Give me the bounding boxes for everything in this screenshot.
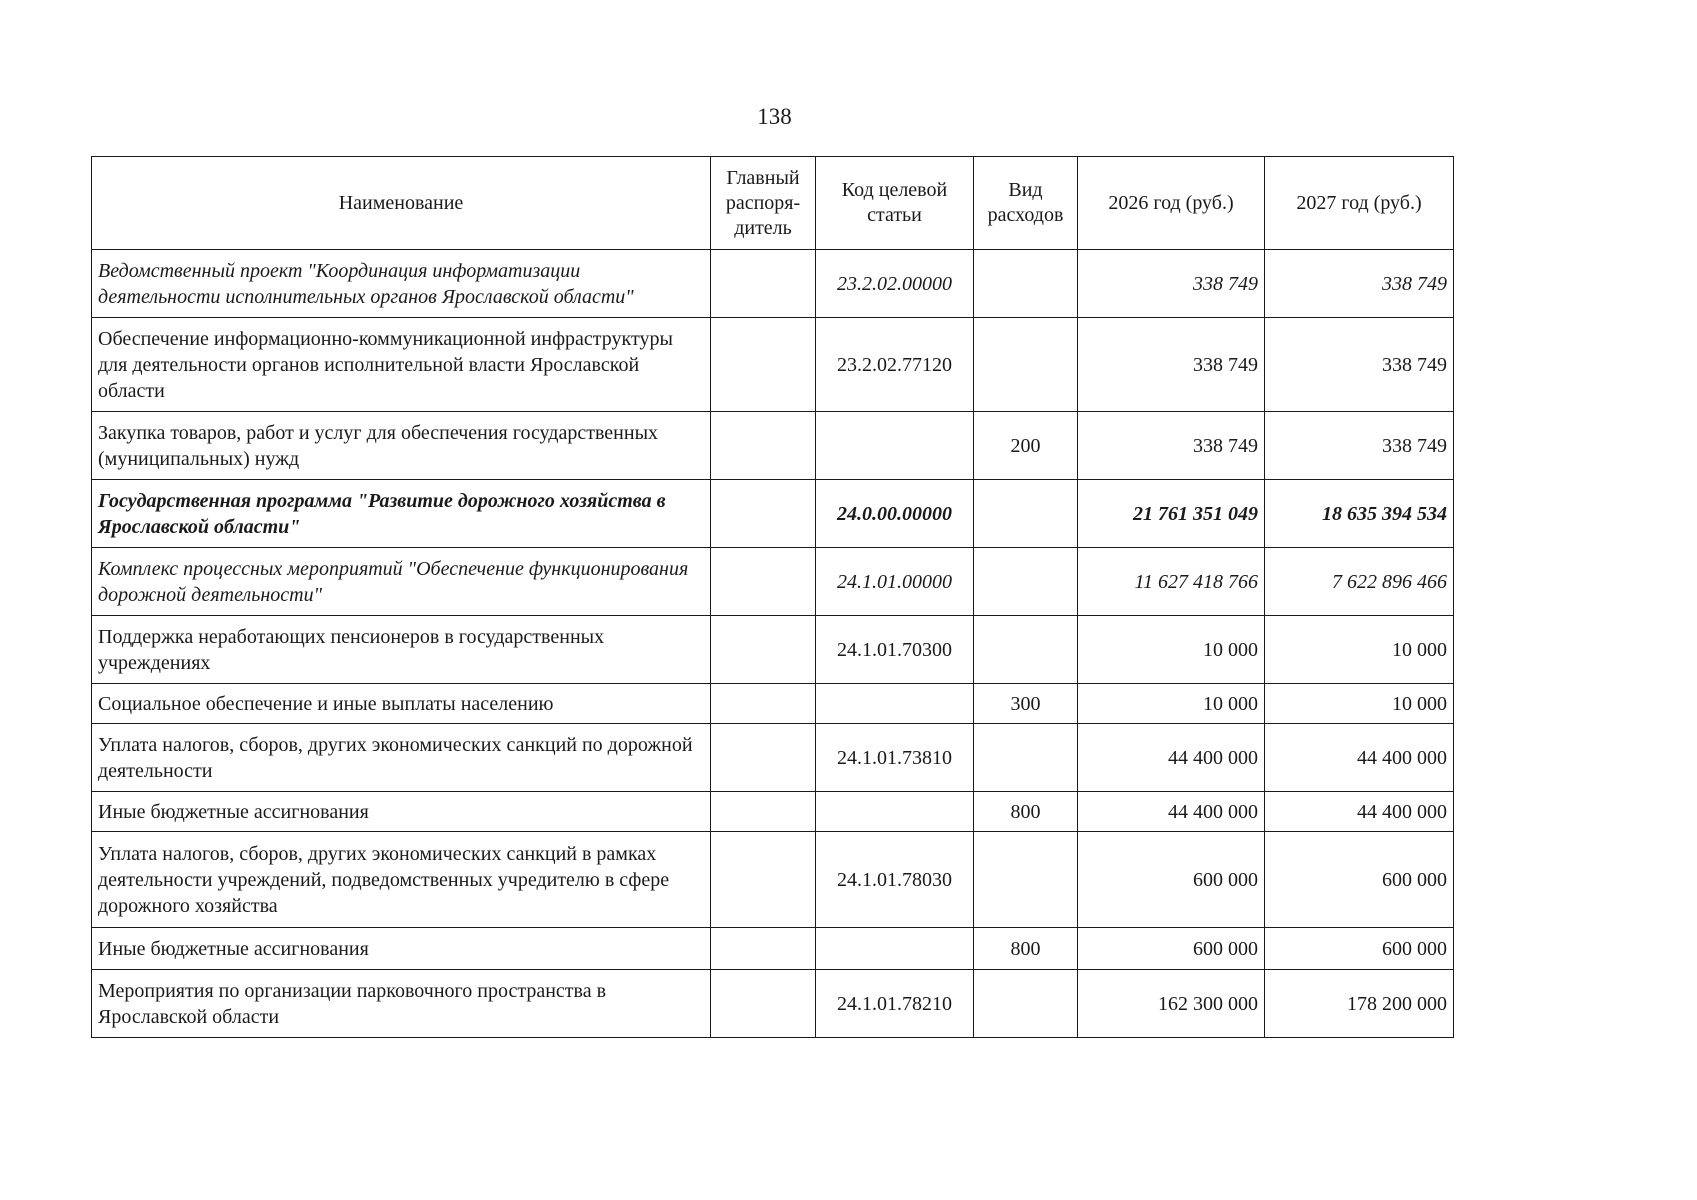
row-manager-cell bbox=[711, 832, 816, 928]
row-2027-cell: 600 000 bbox=[1265, 832, 1454, 928]
table-header-row bbox=[92, 157, 1454, 250]
row-2026-cell: 600 000 bbox=[1078, 928, 1265, 970]
row-code-cell: 24.0.00.00000 bbox=[816, 480, 974, 548]
row-code-cell bbox=[816, 684, 974, 724]
row-2026-cell: 338 749 bbox=[1078, 412, 1265, 480]
row-manager-cell bbox=[711, 250, 816, 318]
row-name-cell: Поддержка неработающих пенсионеров в государственных учреждениях bbox=[92, 616, 711, 684]
row-code-cell: 23.2.02.00000 bbox=[816, 250, 974, 318]
row-2026-cell: 338 749 bbox=[1078, 318, 1265, 412]
row-kind-cell bbox=[974, 480, 1078, 548]
row-kind-cell bbox=[974, 250, 1078, 318]
table-row bbox=[92, 684, 1454, 724]
row-kind-cell bbox=[974, 318, 1078, 412]
row-code-cell bbox=[816, 792, 974, 832]
row-2026-cell: 338 749 bbox=[1078, 250, 1265, 318]
table-row bbox=[92, 724, 1454, 792]
row-name-cell: Уплата налогов, сборов, других экономических санкций по дорожной деятельности bbox=[92, 724, 711, 792]
row-name-cell: Социальное обеспечение и иные выплаты населению bbox=[92, 684, 711, 724]
table-row bbox=[92, 616, 1454, 684]
table-row bbox=[92, 548, 1454, 616]
row-kind-cell bbox=[974, 548, 1078, 616]
row-code-cell: 24.1.01.70300 bbox=[816, 616, 974, 684]
header-year-2026: 2026 год (руб.) bbox=[1078, 157, 1265, 250]
row-2027-cell: 600 000 bbox=[1265, 928, 1454, 970]
header-year-2027: 2027 год (руб.) bbox=[1265, 157, 1454, 250]
row-kind-cell bbox=[974, 616, 1078, 684]
table-row bbox=[92, 832, 1454, 928]
row-kind-cell bbox=[974, 832, 1078, 928]
row-manager-cell bbox=[711, 724, 816, 792]
row-2027-cell: 44 400 000 bbox=[1265, 792, 1454, 832]
budget-table bbox=[91, 156, 1454, 1038]
row-2026-cell: 44 400 000 bbox=[1078, 724, 1265, 792]
row-name-cell: Иные бюджетные ассигнования bbox=[92, 928, 711, 970]
row-2026-cell: 10 000 bbox=[1078, 684, 1265, 724]
row-name-cell: Ведомственный проект "Координация информатизации деятельности исполнительных органов Ярославской области" bbox=[92, 250, 711, 318]
row-2027-cell: 10 000 bbox=[1265, 616, 1454, 684]
row-kind-cell: 200 bbox=[974, 412, 1078, 480]
table-row bbox=[92, 970, 1454, 1038]
row-2027-cell: 7 622 896 466 bbox=[1265, 548, 1454, 616]
row-name-cell: Иные бюджетные ассигнования bbox=[92, 792, 711, 832]
table-row bbox=[92, 480, 1454, 548]
table-row bbox=[92, 250, 1454, 318]
table-row bbox=[92, 792, 1454, 832]
row-code-cell: 24.1.01.73810 bbox=[816, 724, 974, 792]
row-code-cell: 24.1.01.00000 bbox=[816, 548, 974, 616]
row-manager-cell bbox=[711, 928, 816, 970]
row-2026-cell: 11 627 418 766 bbox=[1078, 548, 1265, 616]
row-2027-cell: 178 200 000 bbox=[1265, 970, 1454, 1038]
row-kind-cell: 800 bbox=[974, 928, 1078, 970]
row-2027-cell: 10 000 bbox=[1265, 684, 1454, 724]
table-row bbox=[92, 928, 1454, 970]
row-name-cell: Государственная программа "Развитие дорожного хозяйства в Ярославской области" bbox=[92, 480, 711, 548]
row-manager-cell bbox=[711, 412, 816, 480]
row-manager-cell bbox=[711, 616, 816, 684]
row-2026-cell: 162 300 000 bbox=[1078, 970, 1265, 1038]
row-2026-cell: 10 000 bbox=[1078, 616, 1265, 684]
row-manager-cell bbox=[711, 318, 816, 412]
row-manager-cell bbox=[711, 684, 816, 724]
row-kind-cell bbox=[974, 970, 1078, 1038]
row-2027-cell: 338 749 bbox=[1265, 318, 1454, 412]
row-2026-cell: 44 400 000 bbox=[1078, 792, 1265, 832]
row-code-cell bbox=[816, 412, 974, 480]
table-row bbox=[92, 318, 1454, 412]
row-code-cell: 24.1.01.78210 bbox=[816, 970, 974, 1038]
row-2026-cell: 21 761 351 049 bbox=[1078, 480, 1265, 548]
table-row bbox=[92, 412, 1454, 480]
header-code: Код целевой статьи bbox=[816, 157, 974, 250]
row-name-cell: Комплекс процессных мероприятий "Обеспечение функционирования дорожной деятельности" bbox=[92, 548, 711, 616]
row-2026-cell: 600 000 bbox=[1078, 832, 1265, 928]
row-2027-cell: 18 635 394 534 bbox=[1265, 480, 1454, 548]
row-manager-cell bbox=[711, 480, 816, 548]
row-kind-cell bbox=[974, 724, 1078, 792]
row-2027-cell: 44 400 000 bbox=[1265, 724, 1454, 792]
header-name: Наименование bbox=[92, 157, 711, 250]
row-name-cell: Обеспечение информационно-коммуникационной инфраструктуры для деятельности органов исполнительной власти Ярославской области bbox=[92, 318, 711, 412]
row-manager-cell bbox=[711, 792, 816, 832]
row-kind-cell: 300 bbox=[974, 684, 1078, 724]
row-code-cell: 24.1.01.78030 bbox=[816, 832, 974, 928]
header-kind: Вид расходов bbox=[974, 157, 1078, 250]
row-code-cell bbox=[816, 928, 974, 970]
row-kind-cell: 800 bbox=[974, 792, 1078, 832]
row-2027-cell: 338 749 bbox=[1265, 250, 1454, 318]
page-number: 138 bbox=[757, 104, 792, 129]
row-code-cell: 23.2.02.77120 bbox=[816, 318, 974, 412]
row-name-cell: Закупка товаров, работ и услуг для обеспечения государственных (муниципальных) нужд bbox=[92, 412, 711, 480]
row-manager-cell bbox=[711, 548, 816, 616]
row-manager-cell bbox=[711, 970, 816, 1038]
row-name-cell: Уплата налогов, сборов, других экономических санкций в рамках деятельности учреждений, подведомственных учредителю в сфере дорожного хозяйства bbox=[92, 832, 711, 928]
header-manager: Главный распоря-дитель bbox=[711, 157, 816, 250]
row-2027-cell: 338 749 bbox=[1265, 412, 1454, 480]
row-name-cell: Мероприятия по организации парковочного пространства в Ярославской области bbox=[92, 970, 711, 1038]
